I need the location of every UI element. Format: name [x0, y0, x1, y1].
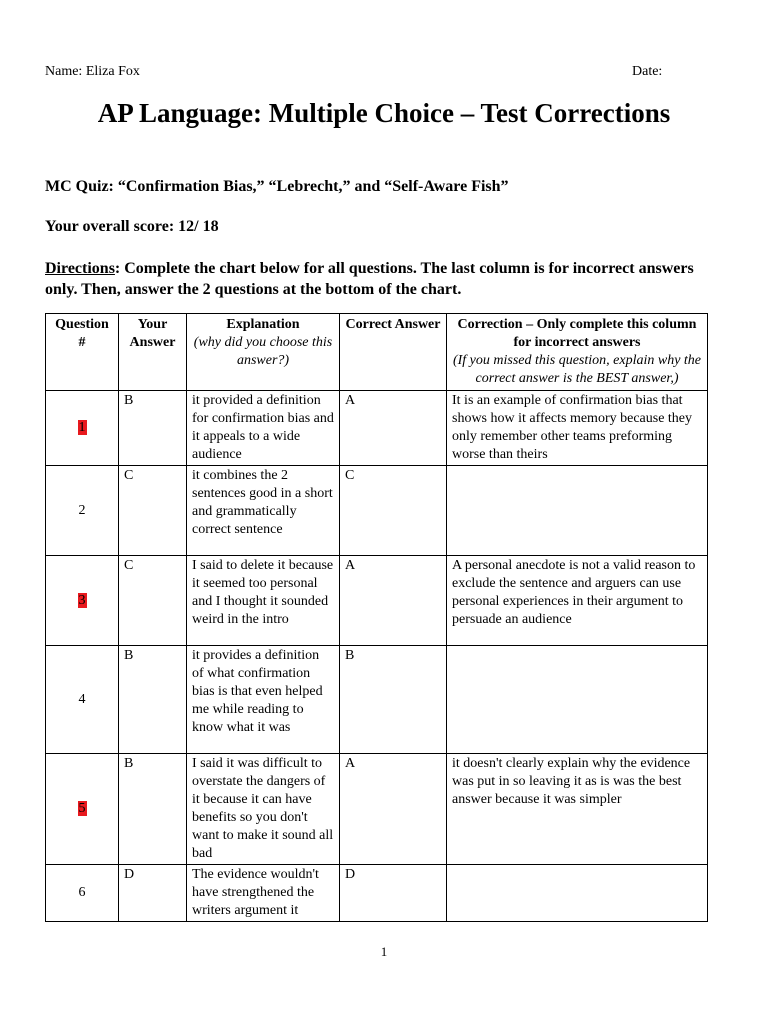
- correction-cell: [447, 865, 708, 922]
- header-explanation-label: Explanation: [226, 317, 300, 332]
- quiz-line: MC Quiz: “Confirmation Bias,” “Lebrecht,” and “Self-Aware Fish”: [45, 178, 509, 195]
- correction-cell: It is an example of confirmation bias that shows how it affects memory because they only remember other teams preforming worse than theirs: [447, 391, 708, 466]
- explanation-cell: it combines the 2 sentences good in a short and grammatically correct sentence: [187, 466, 340, 556]
- explanation-cell: The evidence wouldn't have strengthened the writers argument it: [187, 865, 340, 922]
- table-row: [46, 466, 708, 556]
- score-line: Your overall score: 12/ 18: [45, 218, 219, 235]
- your-answer-cell: C: [119, 466, 187, 556]
- question-number: 3: [78, 592, 86, 608]
- table-row: [46, 754, 708, 865]
- page-number: 1: [380, 944, 388, 959]
- header-correction: [447, 314, 708, 391]
- correct-answer-cell: A: [340, 391, 447, 466]
- correction-cell: [447, 646, 708, 754]
- question-number-cell: [46, 754, 119, 865]
- explanation-cell: it provided a definition for confirmation bias and it appeals to a wide audience: [187, 391, 340, 466]
- explanation-cell: I said to delete it because it seemed too personal and I thought it sounded weird in the intro: [187, 556, 340, 646]
- correct-answer-cell: C: [340, 466, 447, 556]
- question-number-cell: [46, 466, 119, 556]
- question-number: 4: [78, 691, 86, 707]
- table-row: [46, 646, 708, 754]
- table-header-row: [46, 314, 708, 391]
- your-answer-cell: B: [119, 391, 187, 466]
- directions-label: Directions: [45, 260, 115, 277]
- table-row: [46, 391, 708, 466]
- question-number: 2: [78, 502, 86, 518]
- question-number-cell: [46, 556, 119, 646]
- header-explanation-sub: (why did you choose this answer?): [193, 335, 333, 368]
- question-number-cell: [46, 865, 119, 922]
- your-answer-cell: D: [119, 865, 187, 922]
- correct-answer-cell: A: [340, 556, 447, 646]
- your-answer-cell: B: [119, 754, 187, 865]
- header-your-answer: Your Answer: [119, 314, 187, 391]
- header-correction-sub: (If you missed this question, explain why the correct answer is the BEST answer,): [452, 353, 702, 386]
- explanation-cell: I said it was difficult to overstate the dangers of it because it can have benefits so you don't want to make it sound all bad: [187, 754, 340, 865]
- header-explanation: [187, 314, 340, 391]
- directions: Directions: Complete the chart below for all questions. The last column is for incorrect answers only. Then, answer the 2 questions at the bottom of the chart.: [45, 260, 694, 298]
- name-line: [45, 64, 140, 80]
- correct-answer-cell: B: [340, 646, 447, 754]
- name-label: Name:: [45, 64, 83, 79]
- correction-cell: [447, 466, 708, 556]
- correct-answer-cell: A: [340, 754, 447, 865]
- table-row: [46, 865, 708, 922]
- header-correct-answer: Correct Answer: [340, 314, 447, 391]
- document-title: AP Language: Multiple Choice – Test Corrections: [97, 98, 671, 128]
- table-row: [46, 556, 708, 646]
- correction-cell: it doesn't clearly explain why the evidence was put in so leaving it as is was the best answer because it was simpler: [447, 754, 708, 865]
- question-number: 6: [78, 885, 86, 900]
- your-answer-cell: B: [119, 646, 187, 754]
- question-number: 1: [78, 420, 86, 435]
- your-answer-cell: C: [119, 556, 187, 646]
- correct-answer-cell: D: [340, 865, 447, 922]
- date-label: Date:: [632, 64, 663, 79]
- question-number-cell: [46, 391, 119, 466]
- explanation-cell: it provides a definition of what confirmation bias is that even helped me while reading to know what it was: [187, 646, 340, 754]
- header-question: Question #: [46, 314, 119, 391]
- directions-text: Complete the chart below for all questions. The last column is for incorrect answers only. Then, answer the 2 questions at the bottom of the chart.: [45, 260, 694, 298]
- name-value: Eliza Fox: [85, 64, 140, 79]
- correction-cell: A personal anecdote is not a valid reason to exclude the sentence and arguers can use personal experiences in their argument to persuade an audience: [447, 556, 708, 646]
- question-number: 5: [78, 801, 86, 816]
- question-number-cell: [46, 646, 119, 754]
- header-correction-label: Correction – Only complete this column for incorrect answers: [457, 317, 697, 350]
- corrections-table: [45, 313, 708, 922]
